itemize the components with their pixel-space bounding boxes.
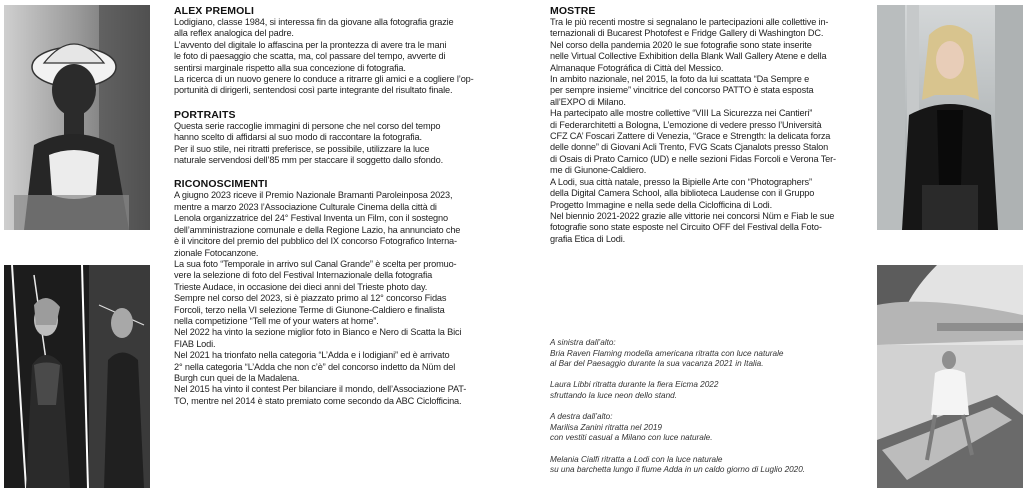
text-line: Almanaque Fotográfica di Città del Messico. bbox=[550, 62, 724, 73]
text-line: portunità di dirigerli, sentendosi così parte integrante del risultato finale. bbox=[174, 85, 453, 96]
text-line: A Lodi, sua città natale, presso la Bipielle Arte con “Photographers” bbox=[550, 176, 812, 187]
text-line: zionale Fotocanzone. bbox=[174, 247, 259, 258]
caption-line: Laura Libbi ritratta durante la fiera Eicma 2022 bbox=[550, 380, 719, 390]
text-line: A giugno 2023 riceve il Premio Nazionale Bramanti Paroleinposa 2023, bbox=[174, 190, 453, 201]
text-line: grafia Etica di Lodi. bbox=[550, 233, 625, 244]
caption-line: Marilisa Zanini ritratta nel 2019 bbox=[550, 422, 662, 432]
text-line: Nel 2022 ha vinto la sezione miglior foto in Bianco e Nero di Scatta la Bici bbox=[174, 327, 462, 338]
text-line: Sempre nel corso del 2023, si è piazzato primo al 12° concorso Fidas bbox=[174, 293, 447, 304]
text-line: Nel biennio 2021-2022 grazie alle vittorie nei concorsi Nüm e Fiab le sue bbox=[550, 210, 835, 221]
text-line: Progetto Immagine e nella sede della Ciclofficina di Lodi. bbox=[550, 199, 772, 210]
awards-section bbox=[174, 178, 498, 407]
exhibitions-body bbox=[550, 17, 866, 245]
text-line: La sua foto “Temporale in arrivo sul Canal Grande” è scelta per promuo- bbox=[174, 258, 457, 269]
text-line: alla reflex analogica del padre. bbox=[174, 28, 294, 39]
text-line: le foto di paesaggio che scatta, ma, col passare del tempo, avverte di bbox=[174, 51, 446, 62]
caption-line: Melania Cialfi ritratta a Lodi con la luce naturale bbox=[550, 454, 723, 464]
text-line: all’EXPO di Milano. bbox=[550, 96, 626, 107]
caption-line: al Bar del Paesaggio durante la sua vacanza 2021 in Italia. bbox=[550, 359, 764, 369]
text-line: In ambito nazionale, nel 2015, la foto da lui scattata “Da Sempre e bbox=[550, 74, 810, 85]
text-line: Nel corso della pandemia 2020 le sue fotografie sono state inserite bbox=[550, 39, 812, 50]
awards-heading: RICONOSCIMENTI bbox=[174, 178, 268, 191]
text-line: Forcoli, terzo nella VI selezione Terme di Giunone-Caldiero e finalista bbox=[174, 304, 445, 315]
text-line: vere la selezione di foto del Festival Internazionale della fotografia bbox=[174, 270, 433, 281]
right-text-column bbox=[550, 5, 866, 245]
text-line: La ricerca di un nuovo genere lo conduce a ritrarre gli amici e a cogliere l’op- bbox=[174, 74, 474, 85]
photo-woman-neon-lights bbox=[4, 265, 150, 488]
text-line: Nel 2021 ha trionfato nella categoria “L’Adda e i lodigiani” ed è arrivato bbox=[174, 350, 450, 361]
text-line: per sempre insieme” vincitrice del concorso PATTO è stata esposta bbox=[550, 85, 814, 96]
text-line: naturale servendosi dell’85 mm per staccare il soggetto dallo sfondo. bbox=[174, 155, 444, 166]
photo-woman-on-boat bbox=[877, 265, 1023, 488]
text-line: è il vincitore del premio del pubblico del IX concorso Fotografico Interna- bbox=[174, 236, 457, 247]
text-line: TO, mentre nel 2014 è stato premiato come secondo da ABC Ciclofficina. bbox=[174, 395, 462, 406]
caption-line: su una barchetta lungo il fiume Adda in un caldo giorno di Luglio 2020. bbox=[550, 465, 806, 475]
text-line: Per il suo stile, nei ritratti preferisce, se possibile, utilizzare la luce bbox=[174, 143, 430, 154]
caption-line: Bria Raven Flaming modella americana ritratta con luce naturale bbox=[550, 348, 784, 358]
text-line: Lenola organizzatrice del 24° Festival Inventa un Film, con il sostegno bbox=[174, 213, 448, 224]
text-line: dell’amministrazione comunale e della Regione Lazio, ha annunciato che bbox=[174, 224, 461, 235]
text-line: Burgh cun quei de la Madalena. bbox=[174, 372, 300, 383]
text-line: 2° nella categoria “L’Adda che non c’è” del concorso indetto da Nüm del bbox=[174, 361, 456, 372]
awards-body bbox=[174, 190, 498, 407]
caption-line: A sinistra dall’alto: bbox=[550, 338, 616, 347]
caption-line: A destra dall’alto: bbox=[550, 412, 613, 422]
photo-woman-leather-jacket bbox=[877, 5, 1023, 230]
text-line: Questa serie raccoglie immagini di persone che nel corso del tempo bbox=[174, 120, 441, 131]
text-line: Lodigiano, classe 1984, si interessa fin da giovane alla fotografia grazie bbox=[174, 17, 454, 27]
portraits-body bbox=[174, 121, 498, 167]
text-line: nelle Virtual Collective Exhibition della Blank Wall Gallery Atene e della bbox=[550, 51, 827, 62]
exhibitions-section bbox=[550, 5, 866, 245]
photo-captions bbox=[550, 338, 866, 476]
text-line: ternazionali di Bucarest Photofest e Fridge Gallery di Washington DC. bbox=[550, 28, 824, 39]
text-line: L’avvento del digitale lo affascina per la prontezza di avere tra le mani bbox=[174, 39, 447, 50]
text-line: di Federarchitetti a Bologna, L’emozione di vedere presso l’Università bbox=[550, 119, 822, 130]
caption-line: sfruttando la luce neon dello stand. bbox=[550, 390, 677, 400]
photo-woman-bucket-hat bbox=[4, 5, 150, 230]
bio-body bbox=[174, 17, 498, 97]
text-line: Tra le più recenti mostre si segnalano le partecipazioni alle collettive in- bbox=[550, 17, 829, 27]
text-line: hanno scelto di affidarsi al suo modo di raccontare la fotografia. bbox=[174, 132, 422, 143]
text-line: Ha partecipato alle mostre collettive “VIII La Sicurezza nei Cantieri” bbox=[550, 108, 813, 119]
portraits-section bbox=[174, 109, 498, 167]
text-line: fotografie sono state esposte nel Circuito OFF del Festival della Foto- bbox=[550, 222, 822, 233]
text-line: Nel 2015 ha vinto il contest Per bilanciare il mondo, dell’Associazione PAT- bbox=[174, 384, 467, 395]
text-line: Trieste Audace, in occasione dei dieci anni del Trieste photo day. bbox=[174, 281, 428, 292]
text-line: me di Giunone-Caldiero. bbox=[550, 165, 647, 176]
left-text-column bbox=[174, 5, 498, 407]
bio-heading: ALEX PREMOLI bbox=[174, 5, 254, 17]
text-line: CFZ CA’ Foscari Zattere di Venezia, “Grace e Strength: la delicata forza bbox=[550, 131, 831, 142]
text-line: nella competizione “Tell me of your waters at home”. bbox=[174, 315, 379, 326]
text-line: FIAB Lodi. bbox=[174, 338, 216, 349]
bio-section bbox=[174, 5, 498, 97]
text-line: delle donne” di Giovani Acli Trento, FVG Scats Cjanalots presso Stalon bbox=[550, 142, 829, 153]
text-line: di Osais di Prato Carnico (UD) e nelle sezioni Fidas Forcoli e Verona Ter- bbox=[550, 153, 836, 164]
portraits-heading: PORTRAITS bbox=[174, 108, 236, 121]
caption-line: con vestiti casual a Milano con luce naturale. bbox=[550, 433, 713, 443]
text-line: della Digital Camera School, alla biblioteca Laudense con il Gruppo bbox=[550, 188, 815, 199]
text-line: sentirsi marginale rispetto alla sua concezione di fotografia. bbox=[174, 62, 406, 73]
exhibitions-heading: MOSTRE bbox=[550, 5, 596, 17]
text-line: mentre a marzo 2023 l’Associazione Culturale Cinema della città di bbox=[174, 201, 437, 212]
